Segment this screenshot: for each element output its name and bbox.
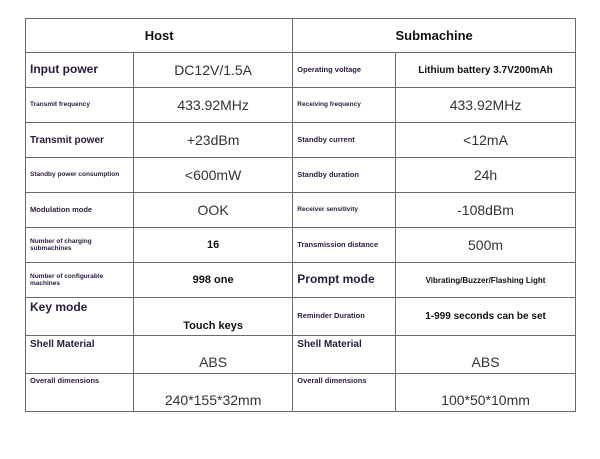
- submachine-label: Prompt mode: [293, 263, 396, 298]
- submachine-value: 100*50*10mm: [396, 374, 576, 412]
- table-row: [26, 298, 576, 336]
- submachine-label: Operating voltage: [293, 53, 396, 88]
- submachine-label: Shell Material: [293, 336, 396, 374]
- spec-table: [25, 18, 576, 412]
- table-row: [26, 123, 576, 158]
- table-row: [26, 158, 576, 193]
- submachine-label: Standby duration: [293, 158, 396, 193]
- host-label: Overall dimensions: [26, 374, 134, 412]
- host-label: Modulation mode: [26, 193, 134, 228]
- submachine-value: -108dBm: [396, 193, 576, 228]
- host-label: Number of configurable machines: [26, 263, 134, 298]
- header-row: [26, 19, 576, 53]
- table-row: [26, 374, 576, 412]
- host-label: Key mode: [26, 298, 134, 336]
- submachine-label: Receiving frequency: [293, 88, 396, 123]
- host-value: ABS: [133, 336, 292, 374]
- table-row: [26, 53, 576, 88]
- submachine-header: Submachine: [293, 19, 576, 53]
- host-label: Standby power consumption: [26, 158, 134, 193]
- submachine-value: 500m: [396, 228, 576, 263]
- table-row: [26, 263, 576, 298]
- host-value: 240*155*32mm: [133, 374, 292, 412]
- host-label: Number of charging submachines: [26, 228, 134, 263]
- host-value: Touch keys: [133, 298, 292, 336]
- host-label: Transmit power: [26, 123, 134, 158]
- table-row: [26, 336, 576, 374]
- host-value: 16: [133, 228, 292, 263]
- submachine-label: Transmission distance: [293, 228, 396, 263]
- submachine-value: Lithium battery 3.7V200mAh: [396, 53, 576, 88]
- submachine-label: Standby current: [293, 123, 396, 158]
- host-header: Host: [26, 19, 293, 53]
- submachine-value: ABS: [396, 336, 576, 374]
- host-value: OOK: [133, 193, 292, 228]
- host-value: 998 one: [133, 263, 292, 298]
- host-value: +23dBm: [133, 123, 292, 158]
- host-value: <600mW: [133, 158, 292, 193]
- table-row: [26, 193, 576, 228]
- submachine-label: Receiver sensitivity: [293, 193, 396, 228]
- submachine-value: 433.92MHz: [396, 88, 576, 123]
- submachine-value: Vibrating/Buzzer/Flashing Light: [396, 263, 576, 298]
- submachine-value: 24h: [396, 158, 576, 193]
- submachine-label: Reminder Duration: [293, 298, 396, 336]
- submachine-label: Overall dimensions: [293, 374, 396, 412]
- submachine-value: <12mA: [396, 123, 576, 158]
- submachine-value: 1-999 seconds can be set: [396, 298, 576, 336]
- table-row: [26, 88, 576, 123]
- host-value: 433.92MHz: [133, 88, 292, 123]
- host-value: DC12V/1.5A: [133, 53, 292, 88]
- host-label: Shell Material: [26, 336, 134, 374]
- host-label: Transmit frequency: [26, 88, 134, 123]
- table-row: [26, 228, 576, 263]
- host-label: Input power: [26, 53, 134, 88]
